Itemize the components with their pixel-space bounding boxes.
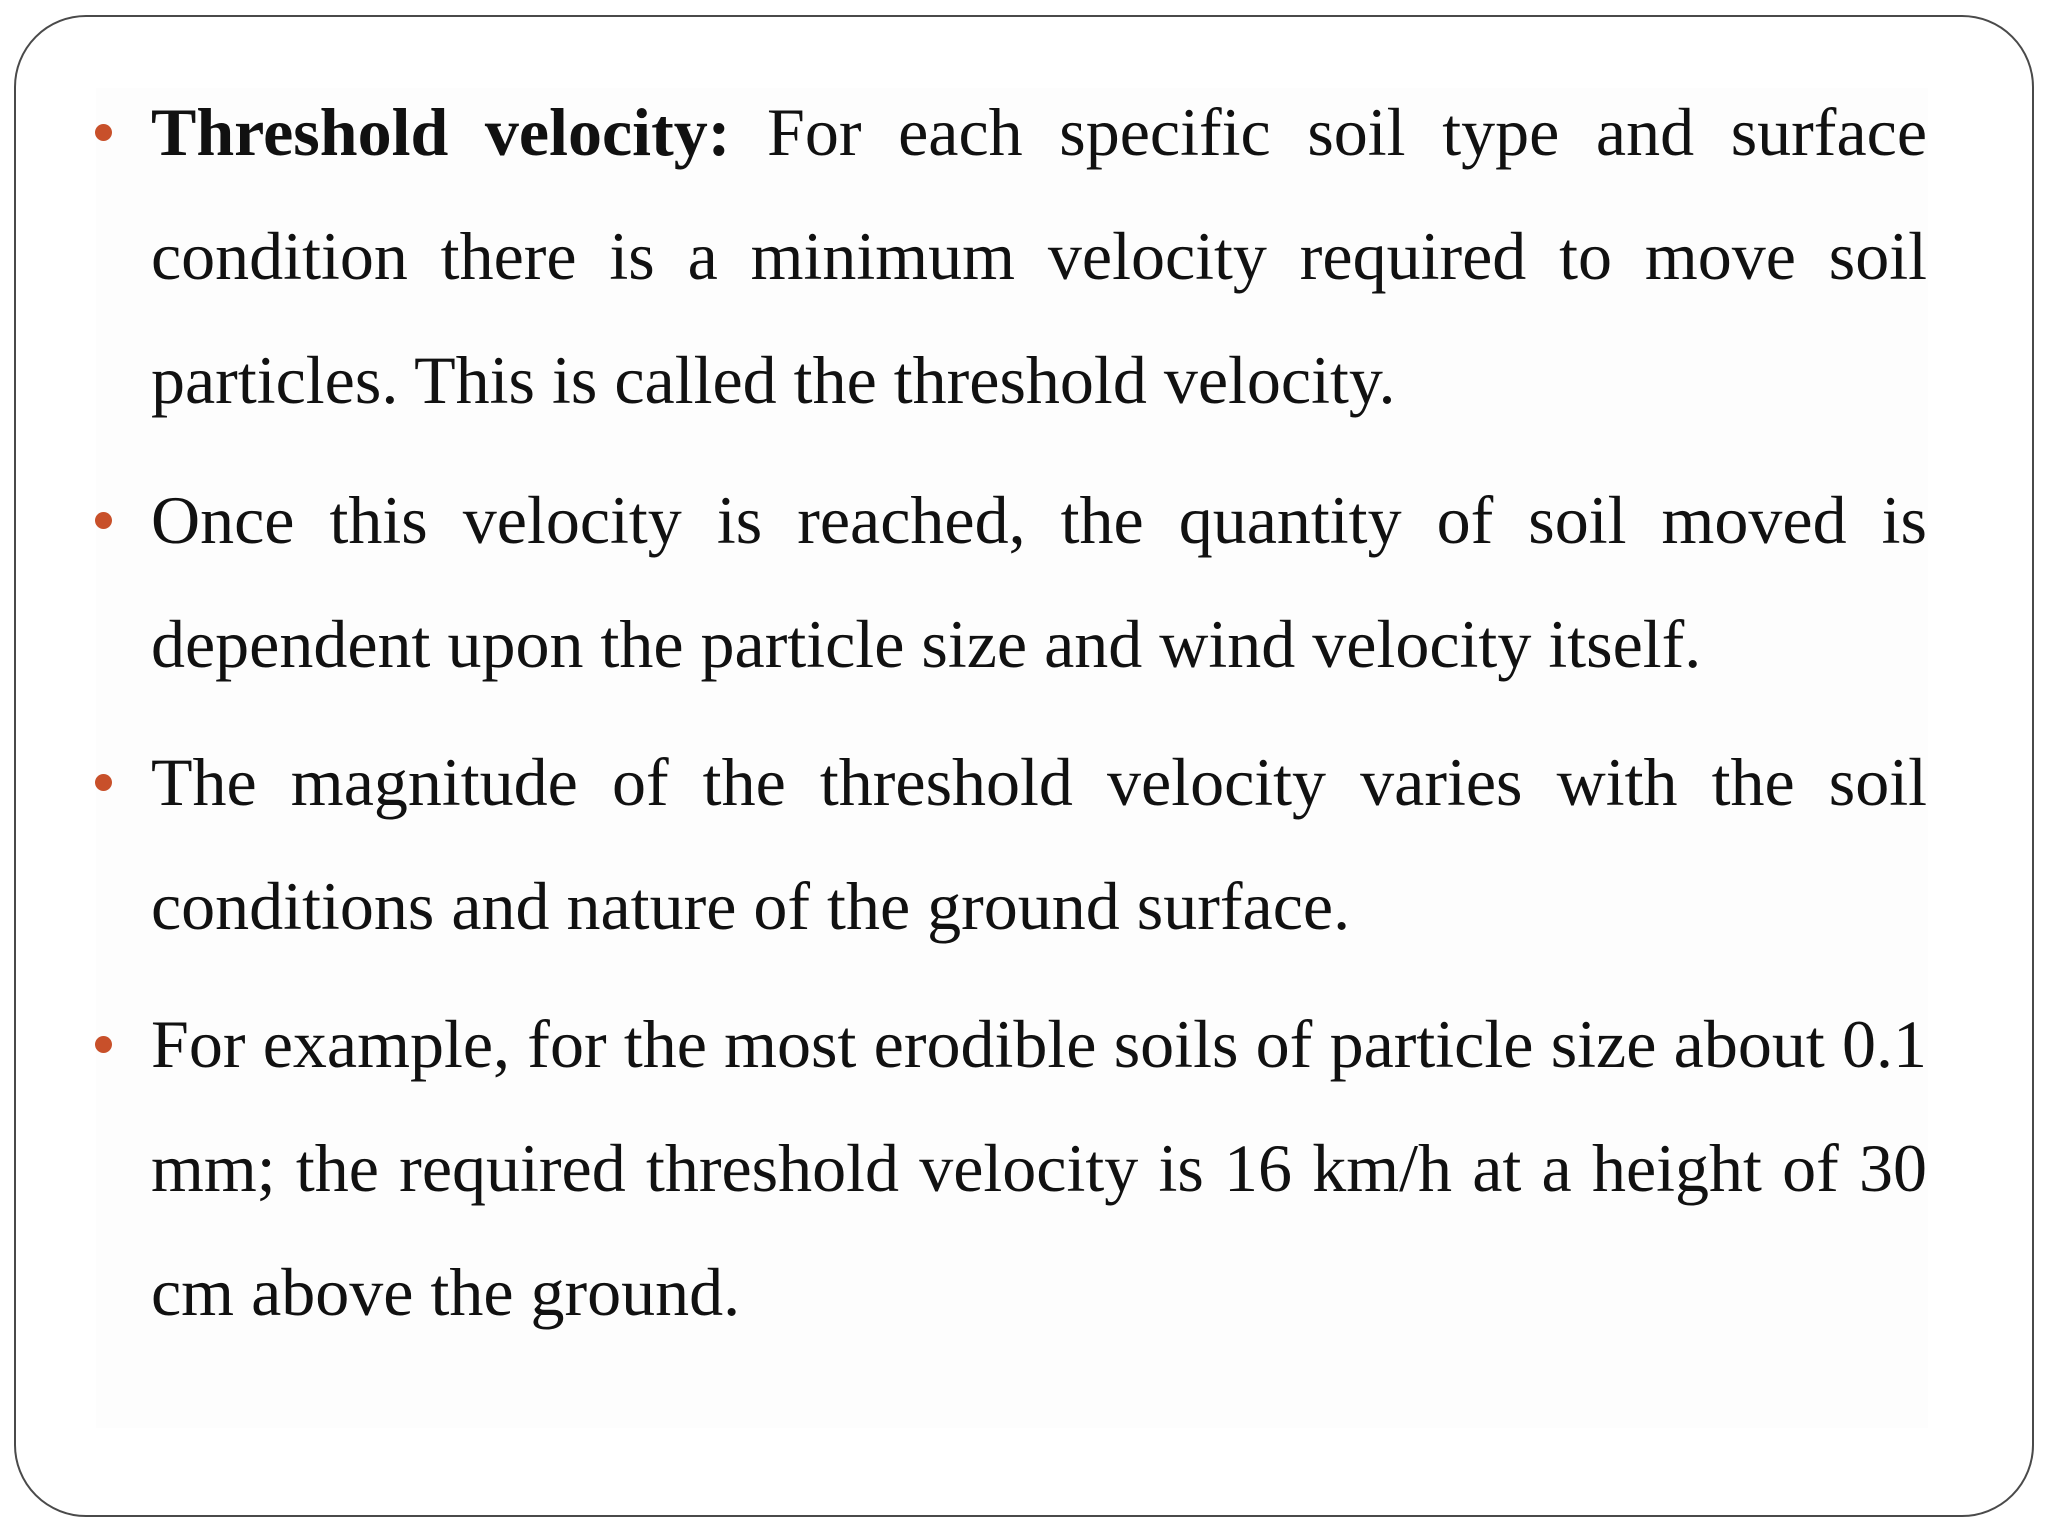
bullet-dot-icon bbox=[95, 774, 112, 791]
bullet-item-velocity-reached bbox=[151, 458, 1927, 706]
bullet-item-example bbox=[151, 982, 1927, 1354]
bullet-text: The magnitude of the threshold velocity varies with the soil conditions and nature of the ground surface. bbox=[151, 744, 1927, 944]
bullet-dot-icon bbox=[95, 512, 112, 529]
bullet-text: Once this velocity is reached, the quantity of soil moved is dependent upon the particle size and wind velocity itself. bbox=[151, 482, 1927, 682]
bullet-dot-icon bbox=[95, 1036, 112, 1053]
bullet-item-threshold-velocity bbox=[151, 70, 1927, 442]
bullet-dot-icon bbox=[95, 124, 112, 141]
bullet-item-magnitude bbox=[151, 720, 1927, 968]
bullet-term: Threshold velocity: bbox=[151, 94, 767, 170]
bullet-text: For example, for the most erodible soils of particle size about 0.1 mm; the required threshold velocity is 16 km/h at a height of 30 cm above the ground. bbox=[151, 1006, 1927, 1330]
bullet-text: For each specific soil type and surface condition there is a minimum velocity required to move soil particles. This is called the threshold velocity. bbox=[151, 94, 1927, 418]
